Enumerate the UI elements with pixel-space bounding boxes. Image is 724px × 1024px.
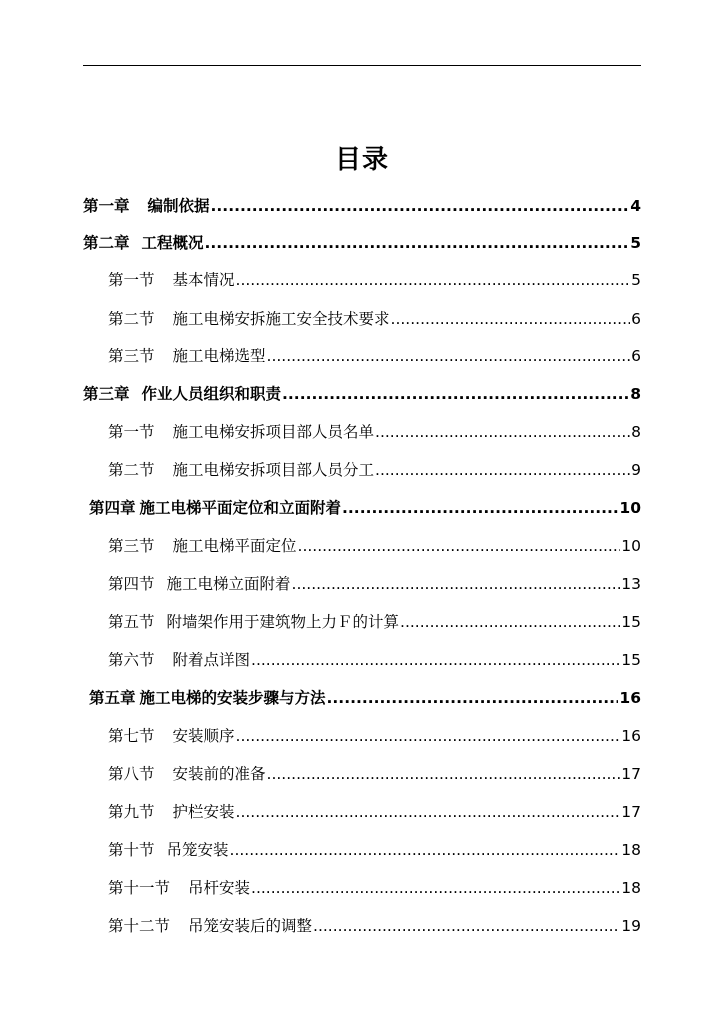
toc-entry-section[interactable] [108, 800, 641, 824]
toc-entry-page: 5 [631, 271, 641, 289]
toc-leader-dots [211, 194, 630, 218]
toc-title: 目录 [334, 145, 389, 175]
toc-entry-page: 18 [621, 879, 641, 897]
toc-entry-chapter-2[interactable] [83, 231, 641, 255]
toc-leader-dots [282, 382, 629, 406]
toc-entry-text: 作业人员组织和职责 [141, 385, 282, 403]
toc-entry-label: 第八节 [108, 765, 155, 783]
toc-entry-label: 第五章 [89, 689, 136, 707]
toc-entry-page: 15 [621, 651, 641, 669]
toc-entry-label: 第五节 [108, 613, 155, 631]
toc-entry-label: 第六节 [108, 651, 155, 669]
toc-entry-text: 安装顺序 [172, 727, 235, 745]
toc-leader-dots [230, 838, 621, 862]
toc-entry-section[interactable] [108, 724, 641, 748]
toc-entry-text: 基本情况 [172, 271, 235, 289]
toc-entry-page: 16 [619, 689, 641, 707]
toc-entry-label: 第二节 [108, 461, 155, 479]
toc-entry-text: 施工电梯平面定位 [172, 537, 297, 555]
toc-entry-page: 4 [630, 197, 641, 215]
toc-leader-dots [236, 724, 621, 748]
toc-leader-dots [267, 344, 631, 368]
toc-leader-dots [313, 914, 620, 938]
toc-entry-text: 吊笼安装后的调整 [188, 917, 313, 935]
toc-entry-text: 附墙架作用于建筑物上力Ｆ的计算 [166, 613, 400, 631]
toc-entry-label: 第九节 [108, 803, 155, 821]
toc-entry-label: 第一节 [108, 271, 155, 289]
toc-entry-section[interactable] [108, 610, 641, 634]
toc-entry-text: 附着点详图 [172, 651, 251, 669]
toc-entry-page: 10 [621, 537, 641, 555]
toc-entry-section[interactable] [108, 914, 641, 938]
toc-leader-dots [236, 800, 621, 824]
toc-entry-section[interactable] [108, 648, 641, 672]
toc-entry-label: 第四节 [108, 575, 155, 593]
toc-entry-page: 16 [621, 727, 641, 745]
toc-entry-section[interactable] [108, 307, 641, 331]
toc-entry-text: 施工电梯安拆项目部人员名单 [172, 423, 375, 441]
toc-entry-text: 施工电梯立面附着 [166, 575, 291, 593]
toc-entry-label: 第三章 [83, 385, 130, 403]
toc-entry-section[interactable] [108, 344, 641, 368]
toc-leader-dots [267, 762, 621, 786]
toc-entry-text: 工程概况 [141, 234, 204, 252]
toc-entry-page: 6 [631, 310, 641, 328]
toc-entry-chapter-3[interactable] [83, 382, 641, 406]
toc-entry-chapter-4[interactable] [89, 496, 641, 520]
toc-entry-chapter-5[interactable] [89, 686, 641, 710]
toc-entry-label: 第一节 [108, 423, 155, 441]
toc-entry-label: 第二节 [108, 310, 155, 328]
toc-entry-section[interactable] [108, 876, 641, 900]
toc-leader-dots [391, 307, 631, 331]
toc-entry-label: 第三节 [108, 537, 155, 555]
toc-entry-section[interactable] [108, 572, 641, 596]
toc-leader-dots [342, 496, 618, 520]
toc-entry-page: 17 [621, 803, 641, 821]
toc-entry-page: 9 [631, 461, 641, 479]
toc-leader-dots [375, 458, 630, 482]
header-rule [83, 65, 641, 66]
toc-entry-page: 8 [631, 423, 641, 441]
toc-entry-label: 第二章 [83, 234, 130, 252]
toc-leader-dots [298, 534, 621, 558]
toc-entry-page: 17 [621, 765, 641, 783]
toc-entry-label: 第十节 [108, 841, 155, 859]
toc-entry-label: 第三节 [108, 347, 155, 365]
toc-entry-page: 15 [621, 613, 641, 631]
toc-entry-section[interactable] [108, 838, 641, 862]
toc-entry-text: 施工电梯选型 [172, 347, 266, 365]
toc-leader-dots [400, 610, 620, 634]
toc-entry-page: 8 [630, 385, 641, 403]
toc-entry-page: 18 [621, 841, 641, 859]
toc-entry-text: 编制依据 [147, 197, 210, 215]
toc-entry-section[interactable] [108, 762, 641, 786]
toc-leader-dots [292, 572, 621, 596]
toc-entry-text: 施工电梯平面定位和立面附着 [139, 499, 342, 517]
toc-entry-text: 施工电梯安拆项目部人员分工 [172, 461, 375, 479]
toc-leader-dots [327, 686, 619, 710]
toc-entry-section[interactable] [108, 534, 641, 558]
toc-entry-label: 第一章 [83, 197, 130, 215]
toc-entry-label: 第十一节 [108, 879, 171, 897]
toc-entry-section[interactable] [108, 420, 641, 444]
toc-entry-text: 安装前的准备 [172, 765, 266, 783]
toc-entry-page: 5 [630, 234, 641, 252]
toc-leader-dots [375, 420, 630, 444]
toc-entry-label: 第四章 [89, 499, 136, 517]
toc-entry-section[interactable] [108, 268, 641, 292]
toc-leader-dots [205, 231, 630, 255]
toc-entry-page: 10 [619, 499, 641, 517]
toc-entry-page: 19 [621, 917, 641, 935]
toc-leader-dots [236, 268, 631, 292]
toc-entry-label: 第七节 [108, 727, 155, 745]
toc-leader-dots [251, 876, 620, 900]
toc-entry-chapter-1[interactable] [83, 194, 641, 218]
toc-entry-text: 施工电梯安拆施工安全技术要求 [172, 310, 390, 328]
toc-entry-text: 吊杆安装 [188, 879, 251, 897]
toc-entry-text: 护栏安装 [172, 803, 235, 821]
toc-entry-page: 6 [631, 347, 641, 365]
toc-entry-section[interactable] [108, 458, 641, 482]
toc-entry-text: 施工电梯的安装步骤与方法 [139, 689, 326, 707]
toc-entry-label: 第十二节 [108, 917, 171, 935]
toc-entry-text: 吊笼安装 [166, 841, 229, 859]
toc-leader-dots [251, 648, 620, 672]
toc-entry-page: 13 [621, 575, 641, 593]
